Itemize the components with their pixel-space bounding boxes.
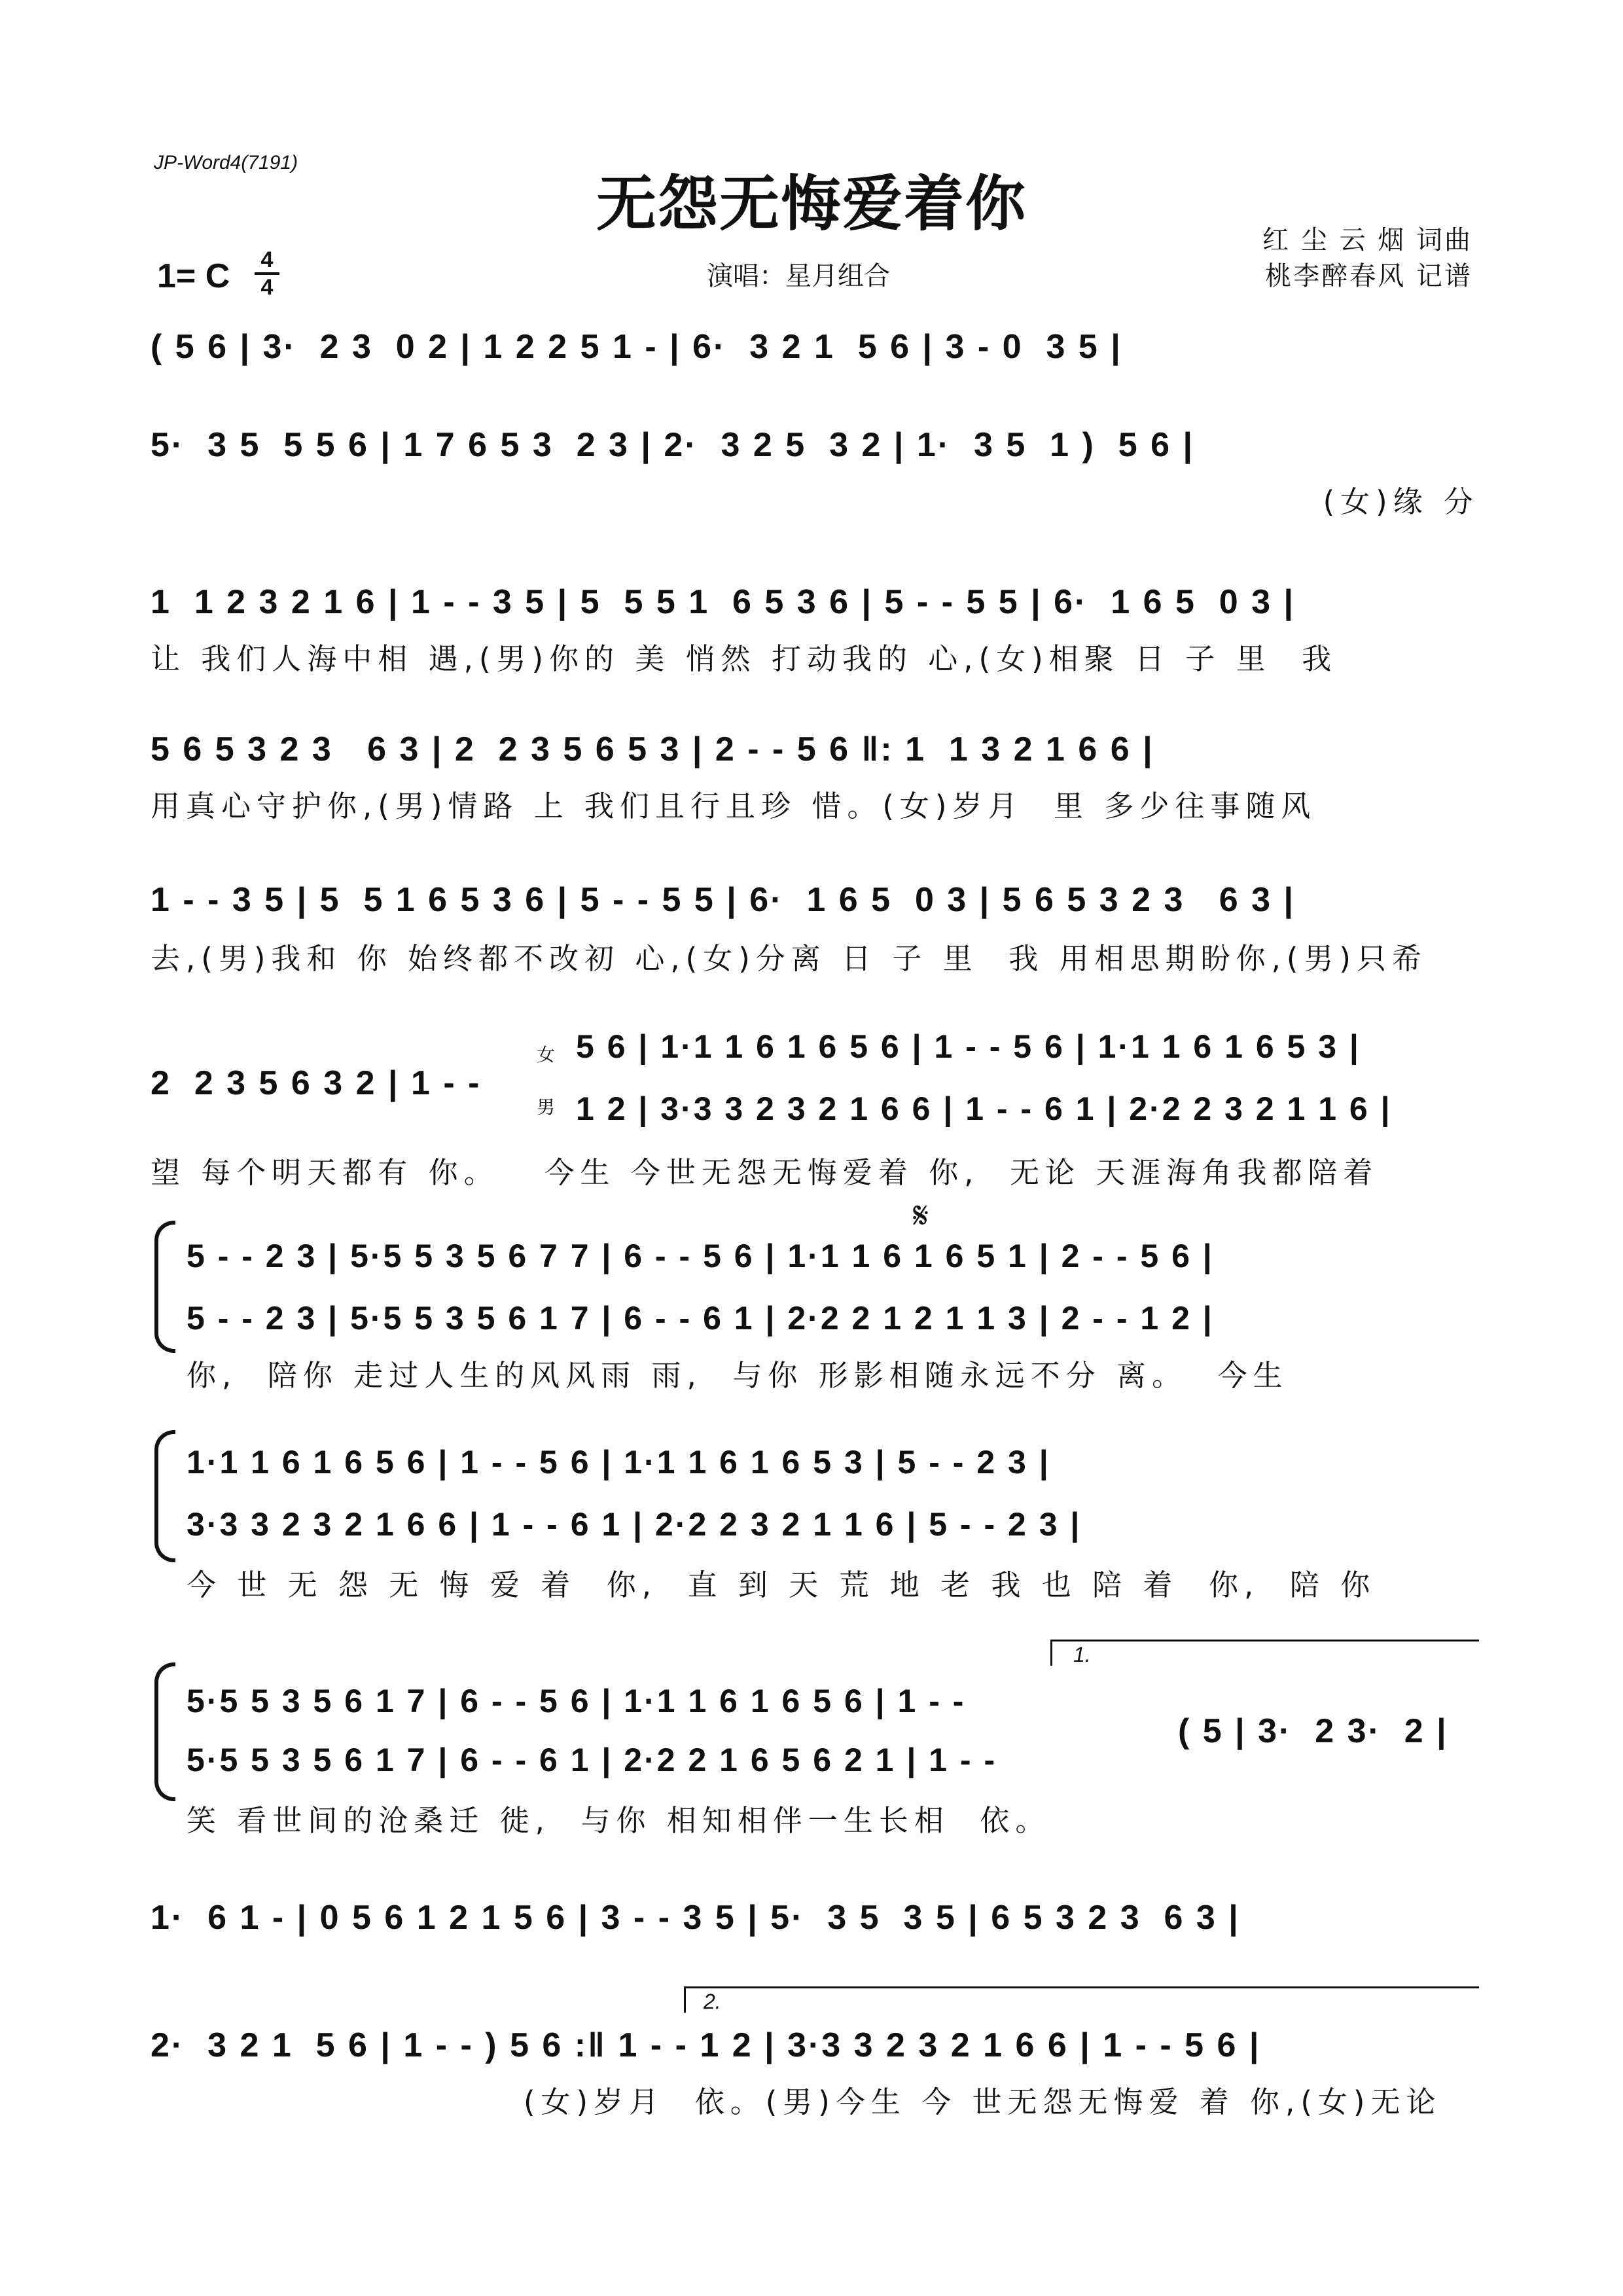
lyrics-row-4: 用真心守护你,(男)情路 上 我们且行且珍 惜。(女)岁月 里 多少往事随风 xyxy=(151,789,1317,823)
score-row-6-lower: 1 2 | 3·3 3 2 3 2 1 6 6 | 1 - - 6 1 | 2·2 2 3 2 1 1 6 | xyxy=(576,1090,1392,1127)
score-row-7-upper: 5 - - 2 3 | 5·5 5 3 5 6 7 7 | 6 - - 5 6 | 1·1 1 6 1 6 5 1 | 2 - - 5 6 | xyxy=(187,1238,1214,1274)
lyrics-row-11: (女)岁月 依。(男)今生 今 世无怨无悔爱 着 你,(女)无论 xyxy=(524,2085,1442,2119)
score-row-1: ( 5 6 | 3· 2 3 0 2 | 1 2 2 5 1 - | 6· 3 2 1 5 6 | 3 - 0 3 5 | xyxy=(151,328,1122,366)
score-row-5: 1 - - 3 5 | 5 5 1 6 5 3 6 | 5 - - 5 5 | 6· 1 6 5 0 3 | 5 6 5 3 2 3 6 3 | xyxy=(151,881,1296,919)
system-bracket-7 xyxy=(154,1221,175,1353)
lyrics-row-6: 望 每个明天都有 你。 今生 今世无怨无悔爱着 你, 无论 天涯海角我都陪着 xyxy=(151,1155,1379,1190)
score-row-8-upper: 1·1 1 6 1 6 5 6 | 1 - - 5 6 | 1·1 1 6 1 6 5 3 | 5 - - 2 3 | xyxy=(187,1444,1050,1480)
volta-number-1: 1. xyxy=(1073,1643,1091,1666)
song-title: 无怨无悔爱着你 xyxy=(596,169,1027,239)
score-row-7-lower: 5 - - 2 3 | 5·5 5 3 5 6 1 7 | 6 - - 6 1 | 2·2 2 1 2 1 1 3 | 2 - - 1 2 | xyxy=(187,1300,1214,1336)
score-row-9-lower: 5·5 5 3 5 6 1 7 | 6 - - 6 1 | 2·2 2 1 6 5 6 2 1 | 1 - - xyxy=(187,1742,997,1778)
volta-bracket-2-tick xyxy=(684,1986,686,2013)
lyrics-row-2: (女)缘 分 xyxy=(1323,484,1479,519)
volta-number-2: 2. xyxy=(704,1990,721,2013)
software-label: JP-Word4(7191) xyxy=(154,152,298,173)
female-part-label: 女 xyxy=(537,1044,556,1066)
meter-bottom: 4 xyxy=(260,275,274,300)
score-row-8-lower: 3·3 3 2 3 2 1 6 6 | 1 - - 6 1 | 2·2 2 3 2 1 1 6 | 5 - - 2 3 | xyxy=(187,1506,1082,1543)
system-bracket-9 xyxy=(154,1662,175,1801)
male-part-label: 男 xyxy=(537,1096,556,1118)
lyrics-row-8: 今 世 无 怨 无 悔 爱 着 你, 直 到 天 荒 地 老 我 也 陪 着 你, 陪 你 xyxy=(187,1568,1376,1602)
notation-credit: 桃李醉春风 记谱 xyxy=(1265,261,1472,291)
volta-bracket-2 xyxy=(684,1986,1479,1988)
score-row-3: 1 1 2 3 2 1 6 | 1 - - 3 5 | 5 5 5 1 6 5 3 6 | 5 - - 5 5 | 6· 1 6 5 0 3 | xyxy=(151,583,1296,621)
key-signature: 1= C xyxy=(157,257,230,295)
volta-bracket-1-tick xyxy=(1050,1640,1052,1666)
meter-top: 4 xyxy=(260,247,274,272)
segno-sign: 𝄋 xyxy=(913,1194,929,1237)
score-row-10: 1· 6 1 - | 0 5 6 1 2 1 5 6 | 3 - - 3 5 | 5· 3 5 3 5 | 6 5 3 2 3 6 3 | xyxy=(151,1899,1240,1937)
score-row-11: 2· 3 2 1 5 6 | 1 - - ) 5 6 :‖ 1 - - 1 2 | 3·3 3 2 3 2 1 6 6 | 1 - - 5 6 | xyxy=(151,2026,1261,2064)
lyrics-row-7: 你, 陪你 走过人生的风风雨 雨, 与你 形影相随永远不分 离。 今生 xyxy=(187,1358,1289,1393)
singer-credit: 演唱：星月组合 xyxy=(707,261,890,291)
score-row-6-upper: 5 6 | 1·1 1 6 1 6 5 6 | 1 - - 5 6 | 1·1 1 6 1 6 5 3 | xyxy=(576,1028,1361,1065)
volta-bracket-1 xyxy=(1050,1640,1479,1641)
composer-credit: 红 尘 云 烟 词曲 xyxy=(1262,225,1472,255)
time-signature xyxy=(251,249,283,298)
lyrics-row-3: 让 我们人海中相 遇,(男)你的 美 悄然 打动我的 心,(女)相聚 日 子 里 我 xyxy=(151,641,1338,676)
score-row-9-upper: 5·5 5 3 5 6 1 7 | 6 - - 5 6 | 1·1 1 6 1 6 5 6 | 1 - - xyxy=(187,1683,966,1719)
score-row-6-lead: 2 2 3 5 6 3 2 | 1 - - xyxy=(151,1064,482,1102)
lyrics-row-5: 去,(男)我和 你 始终都不改初 心,(女)分离 日 子 里 我 用相思期盼你,(男)只希 xyxy=(151,941,1427,976)
system-bracket-8 xyxy=(154,1430,175,1562)
lyrics-row-9: 笑 看世间的沧桑迁 徙, 与你 相知相伴一生长相 依。 xyxy=(187,1803,1051,1838)
score-row-2: 5· 3 5 5 5 6 | 1 7 6 5 3 2 3 | 2· 3 2 5 3 2 | 1· 3 5 1 ) 5 6 | xyxy=(151,426,1195,464)
score-row-9-tail: ( 5 | 3· 2 3· 2 | xyxy=(1178,1712,1448,1750)
score-row-4: 5 6 5 3 2 3 6 3 | 2 2 3 5 6 5 3 | 2 - - 5 6 ‖: 1 1 3 2 1 6 6 | xyxy=(151,730,1154,768)
